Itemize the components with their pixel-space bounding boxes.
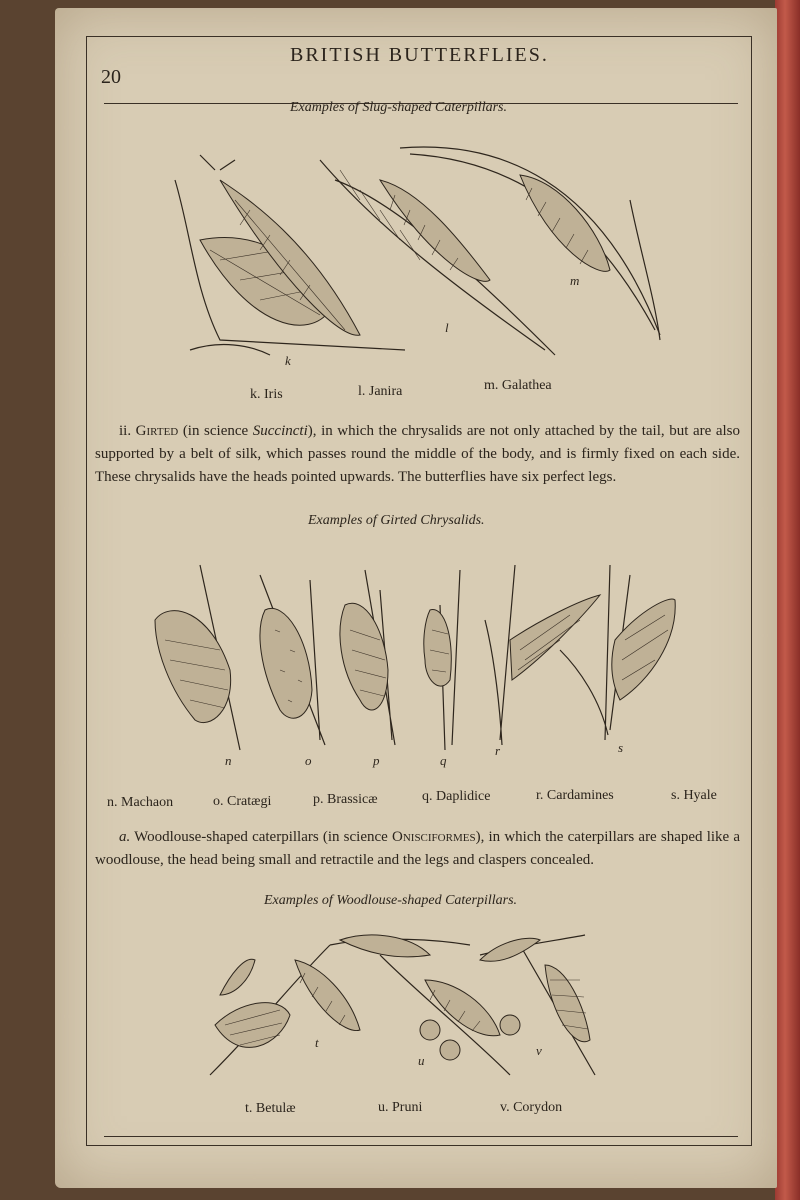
chrysalis-p-drawing <box>340 570 395 768</box>
girted-body: ), in which the chrysalids are not only attached by the tail, but are also supported by a belt of silk, which passes round the middle of the body, and is firmly fixed on each side. These chrysalids have the heads pointed upwards. The butterflies have six perfect legs. <box>95 423 740 485</box>
svg-text:s: s <box>618 740 624 755</box>
woodlouse-prefix: a. <box>119 829 131 845</box>
svg-text:q: q <box>440 753 447 768</box>
caption-cardamines: r. Cardamines <box>536 788 614 803</box>
woodlouse-caterpillars-illustration <box>200 925 610 1085</box>
caption-brassicae: p. Brassicæ <box>313 792 378 807</box>
svg-text:p: p <box>373 753 380 768</box>
chrysalis-o-drawing <box>260 575 325 768</box>
girted-term: Girted <box>135 423 179 439</box>
caption-corydon: v. Corydon <box>500 1100 563 1115</box>
svg-text:v: v <box>536 1043 542 1058</box>
caption-galathea: m. Galathea <box>484 378 552 393</box>
running-title: BRITISH BUTTERFLIES. <box>290 44 549 66</box>
caption-machaon: n. Machaon <box>107 795 174 810</box>
footer-rule <box>104 1136 738 1137</box>
svg-text:n: n <box>225 753 232 768</box>
svg-text:r: r <box>495 743 501 758</box>
chrysalis-n-drawing <box>155 565 240 768</box>
page-number: 20 <box>101 66 121 88</box>
caption-betulae: t. Betulæ <box>245 1101 296 1116</box>
caterpillar-v-drawing <box>480 935 595 1075</box>
chrysalis-s-drawing <box>560 565 675 755</box>
caption-pruni: u. Pruni <box>378 1100 423 1115</box>
girted-chrysalids-heading: Examples of Girted Chrysalids. <box>308 513 485 528</box>
caterpillar-k-drawing <box>175 155 405 368</box>
woodlouse-caterpillars-heading: Examples of Woodlouse-shaped Caterpillars. <box>264 893 518 908</box>
caption-iris: k. Iris <box>250 387 283 402</box>
caption-daplidice: q. Daplidice <box>422 789 491 804</box>
girted-prefix: ii. <box>119 423 132 439</box>
svg-text:m: m <box>570 273 580 288</box>
svg-text:u: u <box>418 1053 425 1068</box>
chrysalis-q-drawing <box>424 570 460 768</box>
caption-hyale: s. Hyale <box>671 788 717 803</box>
woodlouse-paragraph <box>95 826 740 872</box>
woodlouse-text-after: ), in which the caterpillars are shaped like a woodlouse, the head being small and retractile and the legs and claspers concealed. <box>95 829 741 868</box>
svg-text:o: o <box>305 753 312 768</box>
book-spine <box>775 0 800 1200</box>
svg-text:k: k <box>285 353 291 368</box>
girted-science-name: Succincti <box>252 423 308 439</box>
girted-science-open: (in science <box>182 423 249 439</box>
caption-crataegi: o. Cratægi <box>213 794 272 809</box>
slug-caterpillars-illustration <box>160 140 680 370</box>
svg-text:t: t <box>315 1035 319 1050</box>
woodlouse-term: Onisciformes <box>392 829 476 845</box>
girted-paragraph <box>95 420 740 489</box>
woodlouse-text-before: Woodlouse-shaped caterpillars (in science <box>134 829 388 845</box>
svg-text:l: l <box>445 320 449 335</box>
caterpillar-t-drawing <box>210 945 360 1075</box>
slug-caterpillars-heading: Examples of Slug-shaped Caterpillars. <box>290 100 507 115</box>
caption-janira: l. Janira <box>358 384 403 399</box>
girted-chrysalids-illustration <box>140 560 700 770</box>
chrysalis-r-drawing <box>485 565 600 758</box>
